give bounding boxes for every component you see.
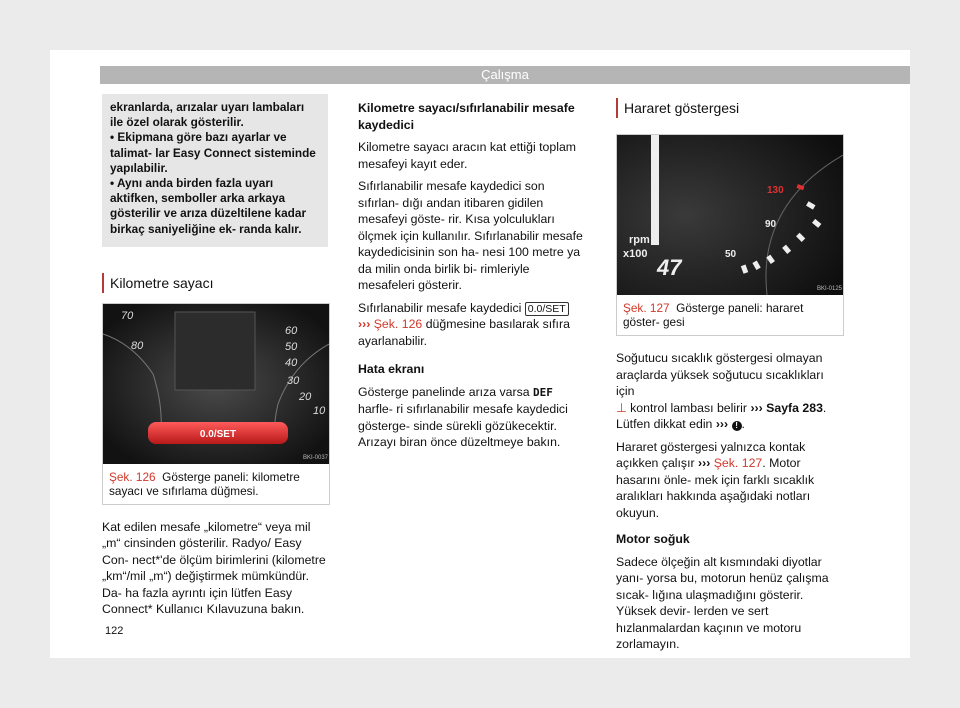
figure-126 <box>102 303 330 505</box>
gauge-number: 30 <box>287 374 300 387</box>
arrow-glyph: ››› <box>750 400 763 415</box>
subheading: Motor soğuk <box>616 532 690 546</box>
figure-ref: Şek. 127 <box>623 301 670 315</box>
page-link[interactable]: Sayfa 283 <box>766 400 823 415</box>
figure-ref: Şek. 126 <box>109 469 156 484</box>
arrow-glyph: ››› <box>698 456 711 470</box>
warning-circle-icon: ! <box>732 421 742 431</box>
text-span: kontrol lambası belirir <box>630 400 748 415</box>
subheading: Hata ekranı <box>358 362 425 376</box>
body-paragraph: Kat edilen mesafe „kilometre“ veya mil „m“ cinsinden gösterilir. Radyo/ Easy Con- nect*'de ölçüm birimlerini (kilometre „km“/mil „m“) değiştirmek mümkündür. Da- ha fazla ayrıntı için lütfen Easy Connect* Kullanıcı Kılavuzuna bakın. <box>102 519 326 617</box>
text-span: . Lütfen dikkat edin <box>616 400 827 431</box>
gauge-number: 50 <box>285 340 298 353</box>
figure-caption <box>103 464 329 504</box>
note-line: • Aynı anda birden fazla uyarı aktifken, semboller arka arkaya gösterilir ve arıza düzeltilene kadar birkaç saniyeliğine ek- randa kalır. <box>110 176 307 236</box>
rpm-label: rpm <box>629 234 650 246</box>
section-heading: Kilometre sayacı/sıfırlanabilir mesafe kaydedici <box>358 101 575 132</box>
body-paragraph: Soğutucu sıcaklık göstergesi olmayan araçlarda yüksek soğutucu sıcaklıkları için ⊥ kontrol lambası belirir ››› Sayfa 283. Lütfen dikkat edin ››› ! . <box>616 351 827 431</box>
gauge-number: 90 <box>765 219 777 230</box>
figure-link[interactable]: Şek. 126 <box>373 317 423 331</box>
manual-page <box>50 50 910 658</box>
image-code: BKI-0125 <box>817 286 843 292</box>
gauge-number: 20 <box>299 390 312 403</box>
gear-number: 47 <box>657 255 682 280</box>
key-label: 0.0/SET <box>525 302 569 316</box>
note-line: • Ekipmana göre bazı ayarlar ve talimat- lar Easy Connect sisteminde yapılabilir. <box>110 130 316 175</box>
gauge-number: 70 <box>121 309 134 322</box>
gauge-illustration <box>617 135 843 295</box>
gauge-number: 40 <box>285 356 298 369</box>
body-paragraph <box>616 439 842 522</box>
figure-link[interactable]: Şek. 127 <box>713 456 763 470</box>
column-1 <box>102 94 328 624</box>
text-span: . Motor hasarını önle- mek için farklı sıcaklık aralıkları hakkında aşağıdaki notları okuyun. <box>616 456 815 520</box>
body-paragraph: Kilometre sayacı aracın kat ettiği toplam mesafeyi kayıt eder. <box>358 140 577 171</box>
gauge-number: 80 <box>131 339 144 352</box>
caption-text: Gösterge paneli: kilometre sayacı ve sıfırlama düğmesi. <box>109 469 300 498</box>
odometer-image <box>103 304 329 464</box>
figure-127 <box>616 134 844 336</box>
def-code: DEF <box>533 385 553 399</box>
section-title: Hararet göstergesi <box>616 98 842 118</box>
arrow-glyph: ››› <box>715 417 729 431</box>
temperature-gauge-image <box>617 135 843 295</box>
dashboard-illustration <box>103 304 329 464</box>
text-span: harfle- ri sıfırlanabilir mesafe kaydedici gösterge- sinde sürekli gözükecektir. Arızayı biran önce düzeltmeye bakın. <box>358 402 568 449</box>
body-paragraph: Sıfırlanabilir mesafe kaydedici son sıfırlan- dığı andan itibaren gidilen mesafeyi göste- rir. Kısa yolculukları ölçmek için kullanılır. Sıfırlanabilir mesafe kaydedicisinin son ha- nesi 100 metre ya da milin onda birlik bi- rimleriyle mesafeleri gösterir. <box>358 179 583 292</box>
column-3 <box>616 94 842 659</box>
page-header: Çalışma <box>100 66 910 84</box>
body-paragraph <box>358 300 584 350</box>
column-2 <box>358 94 584 457</box>
x100-label: x100 <box>623 248 648 260</box>
gauge-number: 50 <box>725 249 737 260</box>
page-number: 122 <box>105 625 124 637</box>
text-span: düğmesine basılarak sıfıra ayarlanabilir. <box>358 317 570 348</box>
note-line: ekranlarda, arızalar uyarı lambaları ile özel olarak gösterilir. <box>110 100 305 130</box>
gauge-number: 130 <box>767 185 784 196</box>
gauge-number: 10 <box>313 404 326 417</box>
section-title: Kilometre sayacı <box>102 273 328 293</box>
body-paragraph: Sadece ölçeğin alt kısmındaki diyotlar yanı- yorsa bu, motorun henüz çalışma sıcak- lığına ulaşmadığını gösterir. Yüksek devir- lerden ve sert hızlanmalardan kaçının ve motoru zorlamayın. <box>616 554 829 651</box>
text-span: Gösterge panelinde arıza varsa <box>358 384 530 399</box>
arrow-glyph: ››› <box>358 317 371 331</box>
reset-button-label: 0.0/SET <box>199 428 237 440</box>
note-box <box>102 94 328 247</box>
caption-text: Gösterge paneli: hararet göster- gesi <box>623 301 804 329</box>
text-span: Soğutucu sıcaklık göstergesi olmayan araçlarda yüksek soğutucu sıcaklıkları için <box>616 351 824 398</box>
figure-caption <box>617 295 843 335</box>
text-span: Hararet göstergesi yalnızca kontak açıkken çalışır <box>616 439 806 470</box>
coolant-icon: ⊥ <box>616 400 627 415</box>
gauge-number: 60 <box>285 324 298 337</box>
body-paragraph <box>358 384 584 451</box>
text-span: Sıfırlanabilir mesafe kaydedici <box>358 300 522 315</box>
image-code: BKI-0037 <box>303 454 329 461</box>
